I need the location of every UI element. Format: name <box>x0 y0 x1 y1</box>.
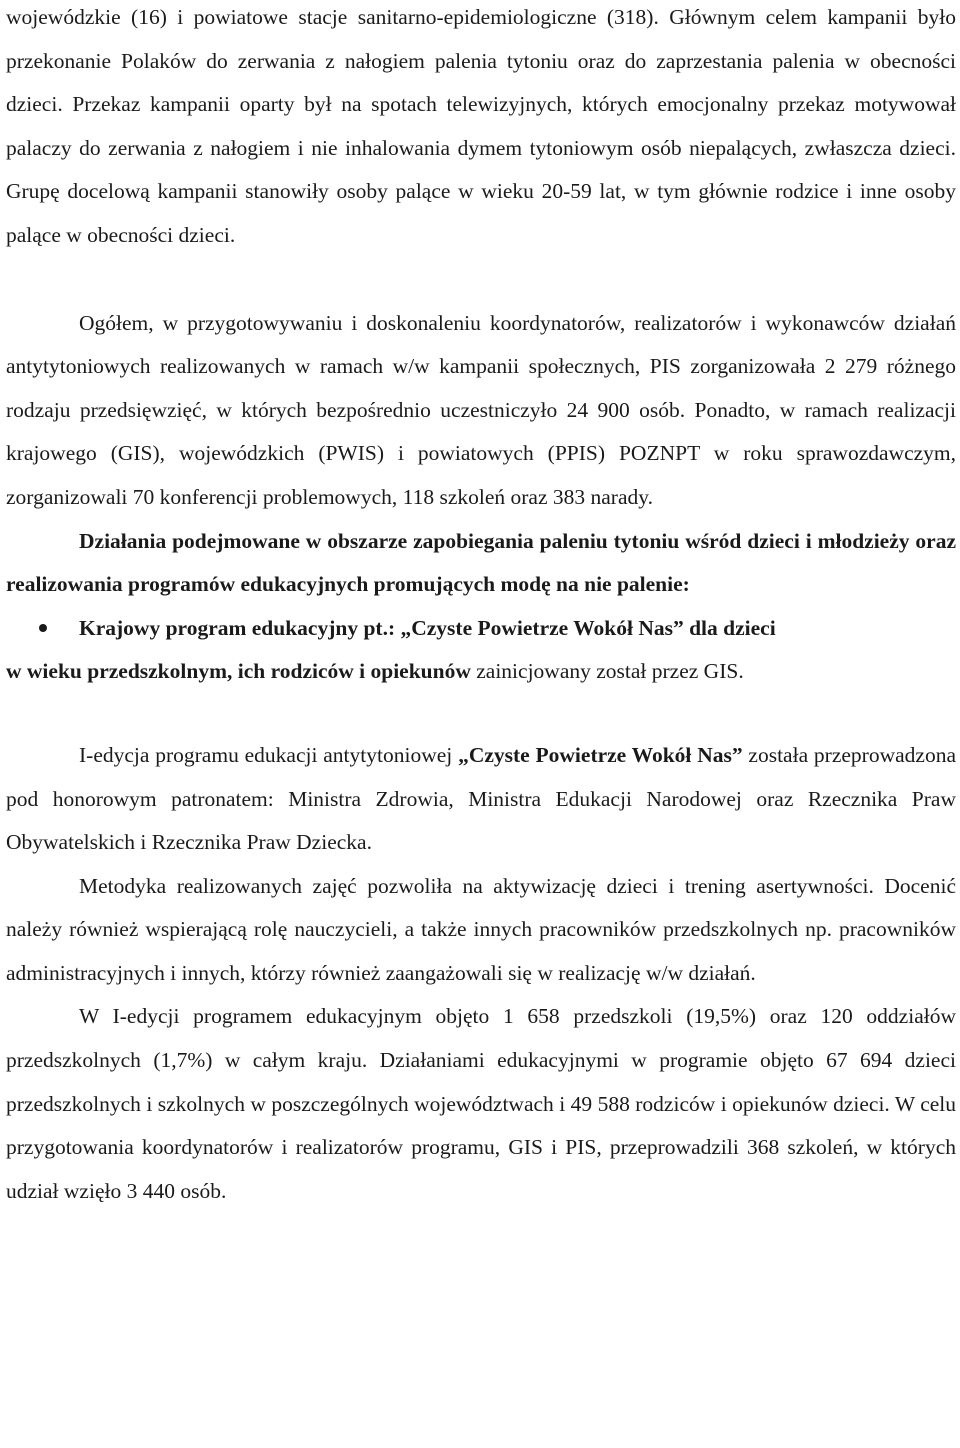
paragraph-coverage-stats: W I-edycji programem edukacyjnym objęto 1 658 przedszkoli (19,5%) oraz 120 oddziałów przedszkolnych (1,7%) w całym kraju. Działaniami edukacyjnymi w programie objęto 67 694 dzieci przedszkolnych i szkolnych w poszczególnych województwach i 49 588 rodziców i opiekunów dzieci. W celu przygotowania koordynatorów i realizatorów programu, GIS i PIS, przeprowadzili 368 szkoleń, w których udział wzięło 3 440 osób. <box>6 1004 956 1203</box>
program-name-bold: Krajowy program edukacyjny pt.: „Czyste Powietrze Wokół Nas” dla dzieci <box>79 615 776 640</box>
program-audience-bold: w wieku przedszkolnym, ich rodziców i opiekunów <box>6 659 471 684</box>
document-page <box>6 0 956 1213</box>
bullet-item-program <box>6 607 956 651</box>
paragraph-training-stats: Ogółem, w przygotowywaniu i doskonaleniu koordynatorów, realizatorów i wykonawców działań antytytoniowych realizowanych w ramach w/w kampanii społecznych, PIS zorganizowała 2 279 różnego rodzaju przedsięwzięć, w których bezpośrednio uczestniczyło 24 900 osób. Ponadto, w ramach realizacji krajowego (GIS), wojewódzkich (PWIS) i powiatowych (PPIS) POZNPT w roku sprawozdawczym, zorganizowali 70 konferencji problemowych, 118 szkoleń oraz 383 narady. <box>6 310 956 509</box>
paragraph-methodology: Metodyka realizowanych zajęć pozwoliła na aktywizację dzieci i trening asertywności. Docenić należy również wspierającą rolę nauczycieli, a także innych pracowników przedszkolnych np. pracowników administracyjnych i innych, którzy również zaangażowali się w realizację w/w działań. <box>6 873 956 985</box>
first-edition-tail: została przeprowadzona pod honorowym patronatem: Ministra Zdrowia, Ministra Edukacji Narodowej oraz Rzecznika Praw Obywatelskich i Rzecznika Praw Dziecka. <box>6 742 956 855</box>
program-initiator-text: zainicjowany został przez GIS. <box>470 659 744 684</box>
paragraph-campaign-summary: wojewódzkie (16) i powiatowe stacje sanitarno-epidemiologiczne (318). Głównym celem kampanii było przekonanie Polaków do zerwania z nałogiem palenia tytoniu oraz do zaprzestania palenia w obecności dzieci. Przekaz kampanii oparty był na spotach telewizyjnych, których emocjonalny przekaz motywował palaczy do zerwania z nałogiem i nie inhalowania dymem tytoniowym osób niepalących, zwłaszcza dzieci. Grupę docelową kampanii stanowiły osoby palące w wieku 20-59 lat, w tym głównie rodzice i inne osoby palące w obecności dzieci. <box>6 5 956 247</box>
section-heading: Działania podejmowane w obszarze zapobiegania paleniu tytoniu wśród dzieci i młodzieży oraz realizowania programów edukacyjnych promujących modę na nie palenie: <box>6 528 956 597</box>
first-edition-lead: I-edycja programu edukacji antytytoniowej <box>79 742 459 767</box>
program-title-bold: „Czyste Powietrze Wokół Nas” <box>458 742 743 767</box>
bullet-dot-icon <box>39 624 47 632</box>
paragraph-first-edition <box>6 734 956 865</box>
bullet-continuation <box>6 650 956 694</box>
